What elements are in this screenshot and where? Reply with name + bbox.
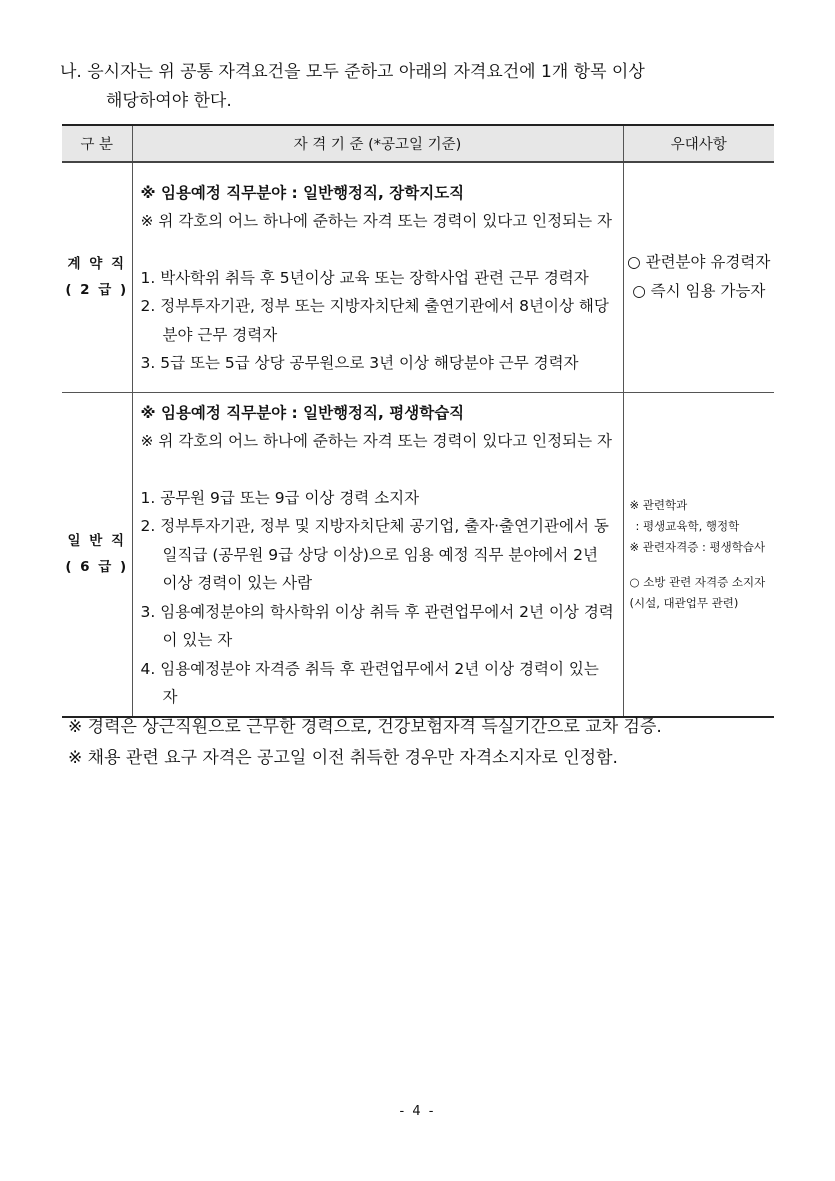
preferences-cell [623, 392, 774, 717]
preferences-cell [623, 162, 774, 392]
category-grade: ( 2 급 ) [65, 282, 129, 299]
category-grade: ( 6 급 ) [65, 559, 129, 575]
list-item: 2. 정부투자기관, 정부 또는 지방자치단체 출연기관에서 8년이상 해당분야 근무 경력자 [140, 297, 609, 344]
list-item: 3. 5급 또는 5급 상당 공무원으로 3년 이상 해당분야 근무 경력자 [140, 354, 579, 373]
criteria-list [141, 484, 615, 712]
preference-item: ※ 관련자격증 : 평생학습사 [629, 539, 766, 554]
job-field-heading: ※ 임용예정 직무분야 : 일반행정직, 장학지도직 [140, 183, 465, 202]
criteria-note: ※ 위 각호의 어느 하나에 준하는 자격 또는 경력이 있다고 인정되는 자 [140, 432, 612, 450]
table-row-contract [62, 162, 774, 392]
table-row-general [62, 392, 774, 717]
intro-paragraph [60, 58, 780, 116]
footnote: ※ 채용 관련 요구 자격은 공고일 이전 취득한 경우만 자격소지자로 인정함. [68, 748, 618, 768]
preference-item: ※ 관련학과 [629, 497, 688, 512]
category-cell [62, 162, 132, 392]
category-name: 일 반 직 [67, 533, 127, 549]
job-field-heading: ※ 임용예정 직무분야 : 일반행정직, 평생학습직 [140, 403, 465, 422]
list-item: 2. 정부투자기관, 정부 및 지방자치단체 공기업, 출자·출연기관에서 동일직급 (공무원 9급 상당 이상)으로 임용 예정 직무 분야에서 2년 이상 경력이 있는 사람 [140, 517, 609, 592]
list-item: 4. 임용예정분야 자격증 취득 후 관련업무에서 2년 이상 경력이 있는 자 [140, 659, 599, 706]
list-item: 1. 박사학위 취득 후 5년이상 교육 또는 장학사업 관련 근무 경력자 [140, 268, 589, 287]
header-criteria: 자 격 기 준 (*공고일 기준) [132, 125, 623, 162]
table-header-row [62, 125, 774, 162]
qualification-table [62, 124, 774, 718]
preference-item: ○ 소방 관련 자격증 소지자 [629, 574, 766, 589]
preference-item: : 평생교육학, 행정학 [635, 518, 740, 533]
list-item: 1. 공무원 9급 또는 9급 이상 경력 소지자 [140, 488, 420, 507]
criteria-cell [132, 162, 623, 392]
criteria-list [141, 264, 615, 378]
preference-item: ○ 관련분야 유경력자 [627, 253, 771, 272]
intro-line-2: 해당하여야 한다. [106, 91, 232, 111]
preference-item: ○ 즉시 임용 가능자 [632, 282, 766, 301]
header-category: 구 분 [62, 125, 132, 162]
page-number: - 4 - [399, 1104, 436, 1119]
footnote: ※ 경력은 상근직원으로 근무한 경력으로, 건강보험자격 득실기간으로 교차 검증. [68, 717, 662, 737]
footnotes [68, 712, 662, 774]
preference-item: (시설, 대관업무 관련) [629, 595, 739, 610]
criteria-cell [132, 392, 623, 717]
category-cell [62, 392, 132, 717]
category-name: 계 약 직 [67, 256, 127, 273]
criteria-note: ※ 위 각호의 어느 하나에 준하는 자격 또는 경력이 있다고 인정되는 자 [140, 212, 612, 231]
list-item: 3. 임용예정분야의 학사학위 이상 취득 후 관련업무에서 2년 이상 경력이 있는 자 [140, 602, 614, 649]
header-preferences: 우대사항 [623, 125, 774, 162]
intro-line-1: 나. 응시자는 위 공통 자격요건을 모두 준하고 아래의 자격요건에 1개 항목 이상 [60, 62, 645, 82]
